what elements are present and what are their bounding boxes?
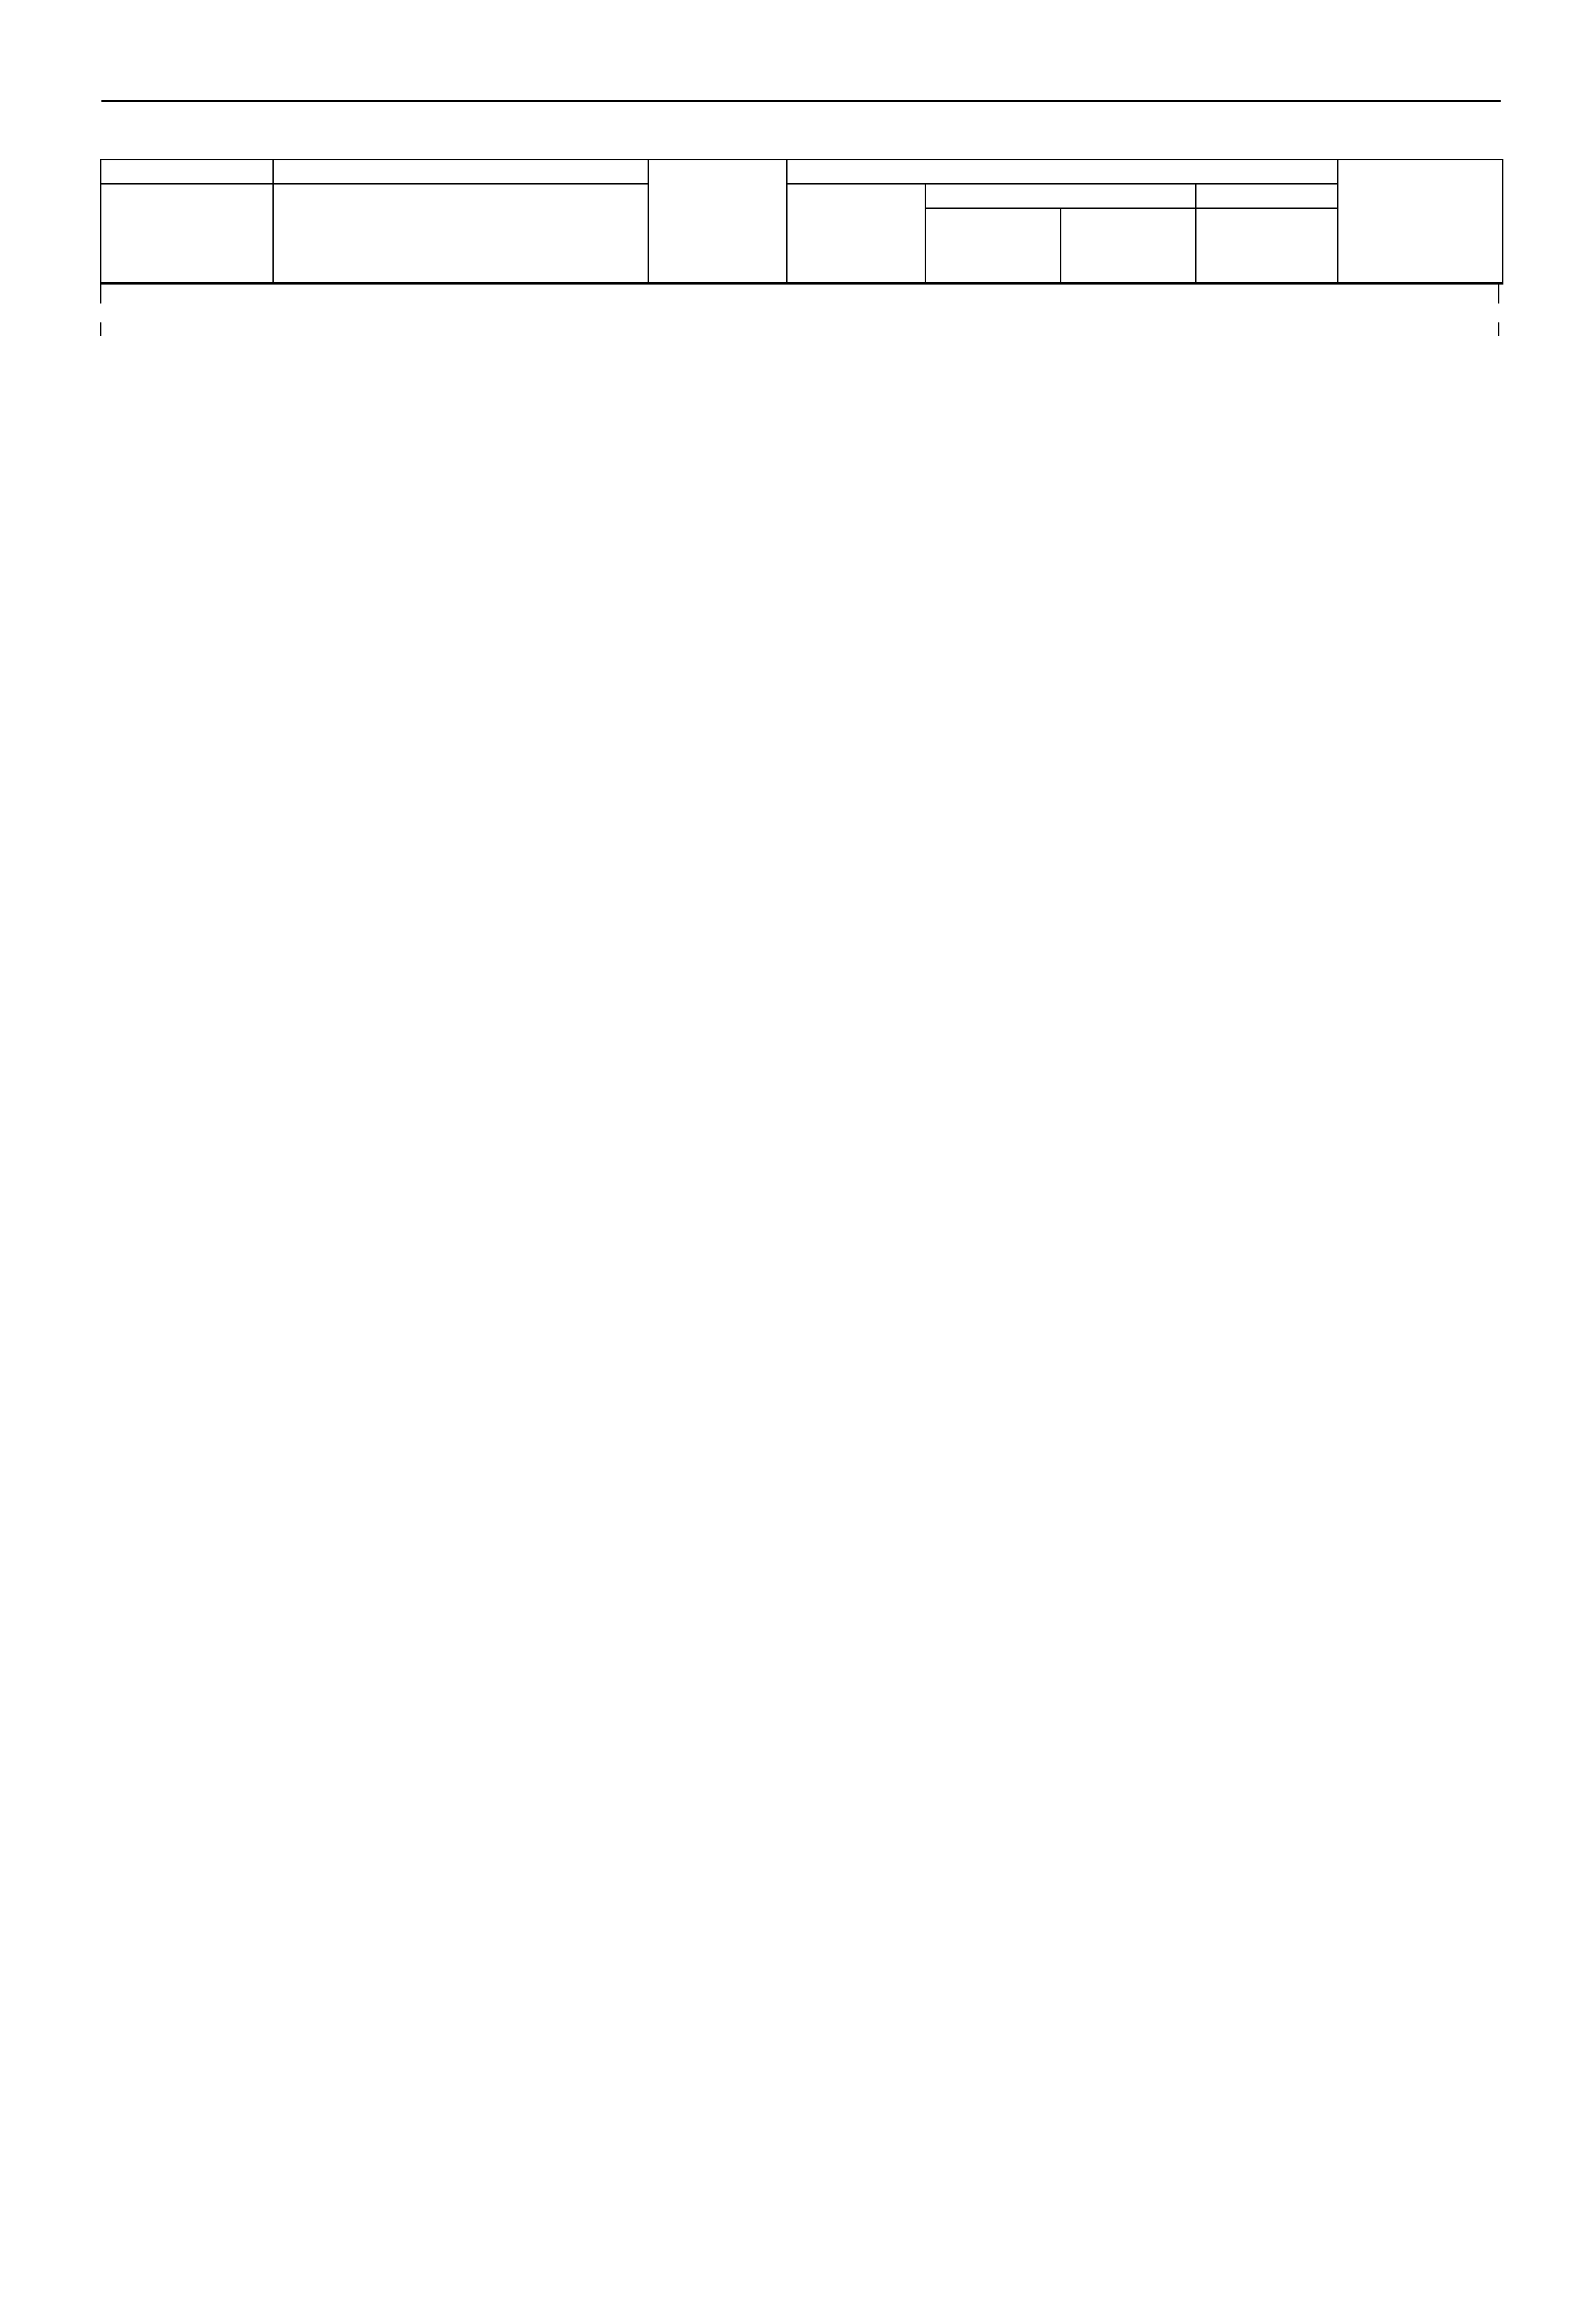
incl-group-header	[787, 160, 1338, 184]
col5-header	[925, 208, 1061, 283]
col3-header	[648, 160, 787, 283]
col-number	[1196, 283, 1338, 284]
rates-table-top	[100, 159, 1503, 285]
col-number	[273, 283, 648, 284]
col-number	[1338, 283, 1503, 284]
col2-bottom-header	[273, 184, 648, 283]
col4-header	[787, 184, 925, 283]
col2-top-header	[273, 160, 648, 184]
running-header	[101, 95, 1501, 102]
col7-header	[1196, 208, 1338, 283]
col1-top-header	[101, 160, 273, 184]
materials-group-header	[1196, 184, 1338, 208]
col8-header	[1338, 160, 1503, 283]
section-2-9	[100, 322, 1499, 336]
col-number	[925, 283, 1061, 284]
col-number	[787, 283, 925, 284]
col-number	[101, 283, 273, 284]
col-number	[648, 283, 787, 284]
col1-bottom-header	[101, 184, 273, 283]
machines-group-header	[925, 184, 1196, 208]
section-2-8	[100, 285, 1499, 303]
col-number	[1061, 283, 1196, 284]
price-table-frame	[100, 159, 1502, 356]
col6-header	[1061, 208, 1196, 283]
